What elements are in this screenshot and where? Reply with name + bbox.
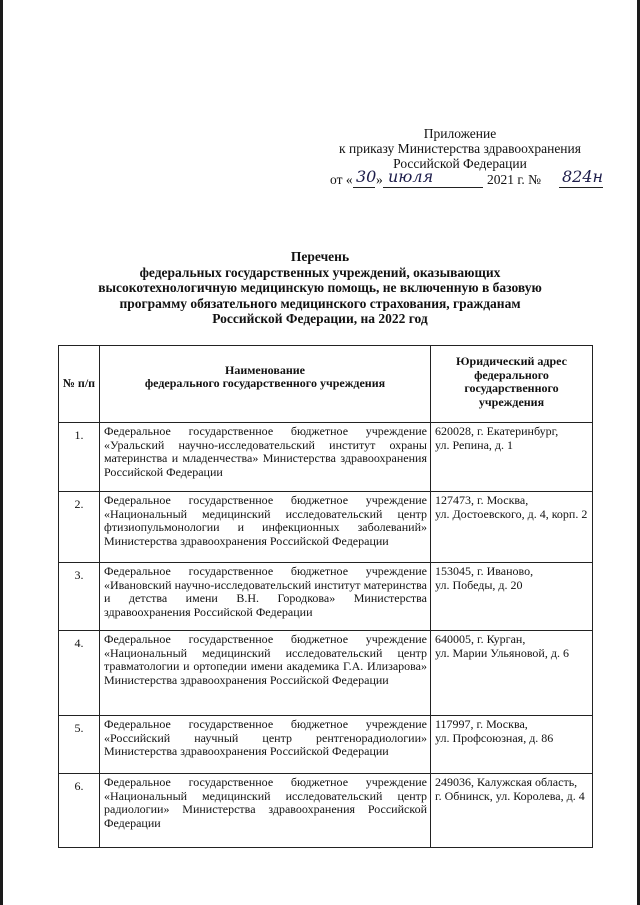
row-num: 2.: [59, 492, 100, 563]
number-underline: [559, 187, 603, 188]
address-line-1: 153045, г. Иваново,: [435, 564, 534, 578]
address-line-2: г. Обнинск, ул. Королева, д. 4: [435, 788, 585, 803]
row-num: 5.: [59, 716, 100, 774]
appendix-block: [320, 126, 604, 190]
header-name-line-1: Наименование: [225, 362, 305, 377]
appendix-label: Приложение: [423, 126, 497, 141]
title-line-5: Российской Федерации, на 2022 год: [212, 311, 428, 326]
document-title: [60, 249, 580, 327]
order-quote-close: »: [376, 172, 383, 187]
order-from: от «: [330, 172, 353, 187]
table-row: [59, 563, 593, 631]
row-institution-name: Федеральное государственное бюджетное учреждение «Ивановский научно-исследовательский институт материнства и детства имени В.Н. Городкова» Министерства здравоохранения Российской Федерации: [100, 563, 431, 631]
order-number: 824н: [562, 167, 604, 186]
row-num: 6.: [59, 774, 100, 848]
title-line-3: высокотехнологичную медицинскую помощь, не включенную в базовую: [98, 280, 542, 295]
title-line-2: федеральных государственных учреждений, оказывающих: [139, 264, 501, 280]
title-line-4: программу обязательного медицинского страхования, гражданам: [119, 295, 521, 311]
institutions-table: [58, 345, 593, 848]
row-num: 1.: [59, 423, 100, 492]
address-line-1: 640005, г. Курган,: [435, 632, 526, 646]
address-line-2: ул. Профсоюзная, д. 86: [435, 730, 554, 745]
address-line-2: ул. Победы, д. 20: [435, 577, 523, 592]
row-institution-name: Федеральное государственное бюджетное учреждение «Российский научный центр рентгенорадиологии» Министерства здравоохранения Российской Федерации: [100, 716, 431, 774]
order-date-number: [320, 167, 604, 190]
header-name: [100, 346, 431, 423]
row-institution-name: Федеральное государственное бюджетное учреждение «Национальный медицинский исследовательский центр радиологии» Министерства здравоохранения Российской Федерации: [100, 774, 431, 848]
row-num: 4.: [59, 631, 100, 716]
table-row: [59, 716, 593, 774]
order-year-label: 2021 г. №: [487, 172, 542, 187]
address-line-1: 249036, Калужская область,: [435, 775, 578, 789]
appendix-order-ref: к приказу Министерства здравоохранения: [339, 141, 581, 156]
address-line-1: 127473, г. Москва,: [435, 493, 529, 507]
row-address: [431, 492, 593, 563]
appendix-country: Российской Федерации: [393, 156, 527, 171]
header-address: Юридический адрес федерального государственного учреждения: [431, 346, 593, 423]
day-underline: [353, 187, 375, 188]
row-address: [431, 631, 593, 716]
order-month: июля: [388, 167, 434, 186]
table-row: [59, 492, 593, 563]
address-line-2: ул. Марии Ульяновой, д. 6: [435, 645, 569, 660]
row-address: [431, 563, 593, 631]
row-institution-name: Федеральное государственное бюджетное учреждение «Уральский научно-исследовательский институт охраны материнства и младенчества» Министерства здравоохранения Российской Федерации: [100, 423, 431, 492]
row-institution-name: Федеральное государственное бюджетное учреждение «Национальный медицинский исследовательский центр травматологии и ортопедии имени академика Г.А. Илизарова» Министерства здравоохранения Российской Федерации: [100, 631, 431, 716]
order-day: 30: [356, 167, 377, 186]
address-line-1: 620028, г. Екатеринбург,: [435, 424, 559, 438]
table-row: [59, 423, 593, 492]
table-row: [59, 631, 593, 716]
month-underline: [383, 187, 483, 188]
header-num: № п/п: [59, 346, 100, 423]
scan-edge-left: [0, 0, 3, 905]
address-line-2: ул. Репина, д. 1: [435, 437, 513, 452]
row-address: [431, 774, 593, 848]
table-header-row: [59, 346, 593, 423]
header-name-line-2: федерального государственного учреждения: [144, 376, 386, 390]
row-address: [431, 423, 593, 492]
row-address: [431, 716, 593, 774]
row-num: 3.: [59, 563, 100, 631]
row-institution-name: Федеральное государственное бюджетное учреждение «Национальный медицинский исследовательский центр фтизиопульмонологии и инфекционных заболеваний» Министерства здравоохранения Российской Федерации: [100, 492, 431, 563]
table-row: [59, 774, 593, 848]
address-line-1: 117997, г. Москва,: [435, 717, 528, 731]
address-line-2: ул. Достоевского, д. 4, корп. 2: [435, 506, 588, 521]
title-line-1: Перечень: [290, 249, 350, 264]
